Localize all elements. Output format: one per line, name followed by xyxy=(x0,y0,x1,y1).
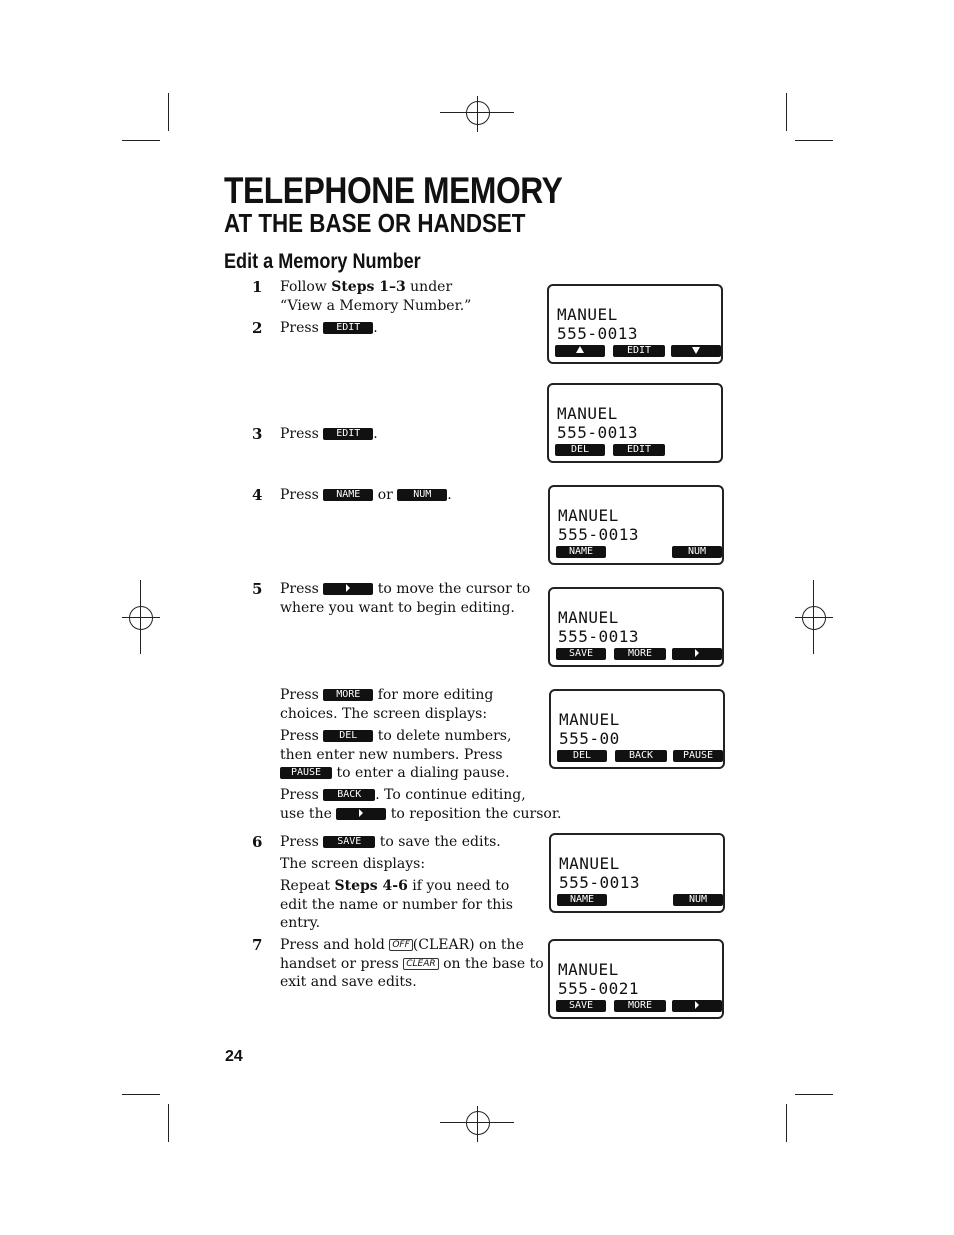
step-6-line5: entry. xyxy=(280,915,321,931)
softkey-back: BACK xyxy=(615,750,667,762)
step-7-pre: Press and hold xyxy=(280,937,385,953)
step-3-post: . xyxy=(373,426,378,442)
registration-mark-circle xyxy=(466,1111,490,1135)
more-post: for more editing xyxy=(377,687,494,703)
lcd-screen-4 xyxy=(548,587,724,667)
back-line2-post: to reposition the cursor. xyxy=(390,806,562,822)
step-6-line4: edit the name or number for this xyxy=(280,897,513,913)
back-key: BACK xyxy=(323,789,375,801)
step-6-line3-post: if you need to xyxy=(407,878,510,894)
step-6-line3-pre: Repeat xyxy=(280,878,335,894)
softkey-name: NAME xyxy=(556,546,606,558)
clear-key: CLEAR xyxy=(403,958,438,970)
lcd-line-2: 555-0013 xyxy=(557,324,639,343)
step-number: 3 xyxy=(252,425,263,443)
step-2-text xyxy=(280,319,378,338)
up-arrow-icon xyxy=(555,345,605,357)
pause-key: PAUSE xyxy=(280,767,332,779)
step-6-pre: Press xyxy=(280,834,319,850)
step-5-line2: where you want to begin editing. xyxy=(280,600,515,616)
crop-mark xyxy=(786,1104,787,1142)
softkey-edit: EDIT xyxy=(613,444,665,456)
edit-key: EDIT xyxy=(323,322,373,334)
lcd-screen-2 xyxy=(547,383,723,463)
save-key: SAVE xyxy=(323,836,375,848)
cursor-right-icon xyxy=(323,583,373,595)
registration-mark-circle xyxy=(802,606,826,630)
softkey-more: MORE xyxy=(614,1000,666,1012)
step-7-line2-post: on the base to xyxy=(443,956,544,972)
down-arrow-icon xyxy=(671,345,721,357)
step-5-post: to move the cursor to xyxy=(377,581,531,597)
lcd-line-1: MANUEL xyxy=(559,710,620,729)
step-4-text xyxy=(280,486,452,505)
softkey-save: SAVE xyxy=(556,648,606,660)
softkey-del: DEL xyxy=(555,444,605,456)
softkey-more: MORE xyxy=(614,648,666,660)
lcd-screen-3 xyxy=(548,485,724,565)
registration-mark-circle xyxy=(466,101,490,125)
lcd-line-1: MANUEL xyxy=(559,854,620,873)
step-2-pre: Press xyxy=(280,320,319,336)
lcd-line-1: MANUEL xyxy=(558,960,619,979)
name-key: NAME xyxy=(323,489,373,501)
back-text xyxy=(280,786,526,805)
crop-mark xyxy=(795,1094,833,1095)
del-text xyxy=(280,727,511,746)
lcd-line-2: 555-00 xyxy=(559,729,620,748)
more-line2: choices. The screen displays: xyxy=(280,706,488,722)
lcd-line-1: MANUEL xyxy=(558,506,619,525)
softkey-name: NAME xyxy=(557,894,607,906)
lcd-line-2: 555-0013 xyxy=(559,873,641,892)
step-2-post: . xyxy=(373,320,378,336)
del-line3: to enter a dialing pause. xyxy=(336,765,510,781)
cursor-right-icon xyxy=(672,648,722,660)
section-heading: Edit a Memory Number xyxy=(224,250,421,273)
step-number: 5 xyxy=(252,580,263,598)
lcd-line-2: 555-0013 xyxy=(558,525,640,544)
crop-mark xyxy=(786,93,787,131)
del-line3-row xyxy=(280,764,510,783)
lcd-screen-6 xyxy=(549,833,725,913)
step-1-text xyxy=(280,278,452,297)
more-text xyxy=(280,686,493,705)
crop-mark xyxy=(795,140,833,141)
step-6-text xyxy=(280,833,501,852)
back-post: . To continue editing, xyxy=(375,787,526,803)
lcd-line-1: MANUEL xyxy=(557,404,618,423)
del-pre: Press xyxy=(280,728,319,744)
more-pre: Press xyxy=(280,687,319,703)
step-7-line2-pre: handset or press xyxy=(280,956,399,972)
softkey-pause: PAUSE xyxy=(673,750,723,762)
cursor-right-icon xyxy=(672,1000,722,1012)
page-title: TELEPHONE MEMORY xyxy=(224,170,563,211)
del-key: DEL xyxy=(323,730,373,742)
softkey-del: DEL xyxy=(557,750,607,762)
del-post: to delete numbers, xyxy=(377,728,512,744)
step-4-post: . xyxy=(447,487,452,503)
step-6-post: to save the edits. xyxy=(379,834,501,850)
step-number: 1 xyxy=(252,278,263,296)
step-3-pre: Press xyxy=(280,426,319,442)
lcd-line-1: MANUEL xyxy=(558,608,619,627)
step-7-line3: exit and save edits. xyxy=(280,974,417,990)
lcd-line-2: 555-0013 xyxy=(558,627,640,646)
more-key: MORE xyxy=(323,689,373,701)
step-3-text xyxy=(280,425,378,444)
lcd-line-2: 555-0021 xyxy=(558,979,640,998)
step-number: 4 xyxy=(252,486,263,504)
softkey-edit: EDIT xyxy=(613,345,665,357)
back-pre: Press xyxy=(280,787,319,803)
softkey-num: NUM xyxy=(672,546,722,558)
crop-mark xyxy=(168,93,169,131)
num-key: NUM xyxy=(397,489,447,501)
edit-key: EDIT xyxy=(323,428,373,440)
step-1-post: under xyxy=(405,279,453,295)
step-5-pre: Press xyxy=(280,581,319,597)
softkey-save: SAVE xyxy=(556,1000,606,1012)
page-number: 24 xyxy=(225,1048,243,1065)
step-6-line2: The screen displays: xyxy=(280,856,426,872)
step-7-text xyxy=(280,936,524,955)
lcd-screen-1 xyxy=(547,284,723,364)
step-4-mid: or xyxy=(377,487,393,503)
lcd-line-1: MANUEL xyxy=(557,305,618,324)
step-1-bold: Steps 1–3 xyxy=(331,279,406,295)
step-5-text xyxy=(280,580,530,599)
step-7-post: (CLEAR) on the xyxy=(412,937,524,953)
back-line2-pre: use the xyxy=(280,806,332,822)
step-6-line3 xyxy=(280,877,509,896)
step-number: 2 xyxy=(252,319,263,337)
lcd-line-2: 555-0013 xyxy=(557,423,639,442)
crop-mark xyxy=(168,1104,169,1142)
back-line2-row xyxy=(280,805,561,824)
page-subtitle: AT THE BASE OR HANDSET xyxy=(224,208,526,238)
crop-mark xyxy=(122,1094,160,1095)
registration-mark-circle xyxy=(129,606,153,630)
step-number: 6 xyxy=(252,833,263,851)
step-6-line3-bold: Steps 4-6 xyxy=(334,878,408,894)
lcd-screen-7 xyxy=(548,939,724,1019)
softkey-num: NUM xyxy=(673,894,723,906)
crop-mark xyxy=(122,140,160,141)
step-1-line2: “View a Memory Number.” xyxy=(280,298,472,314)
lcd-screen-5 xyxy=(549,689,725,769)
step-number: 7 xyxy=(252,936,263,954)
step-4-pre: Press xyxy=(280,487,319,503)
step-1-pre: Follow xyxy=(280,279,332,295)
cursor-right-icon xyxy=(336,808,386,820)
step-7-line2 xyxy=(280,955,544,974)
del-line2: then enter new numbers. Press xyxy=(280,747,503,763)
off-key: OFF xyxy=(389,939,412,951)
